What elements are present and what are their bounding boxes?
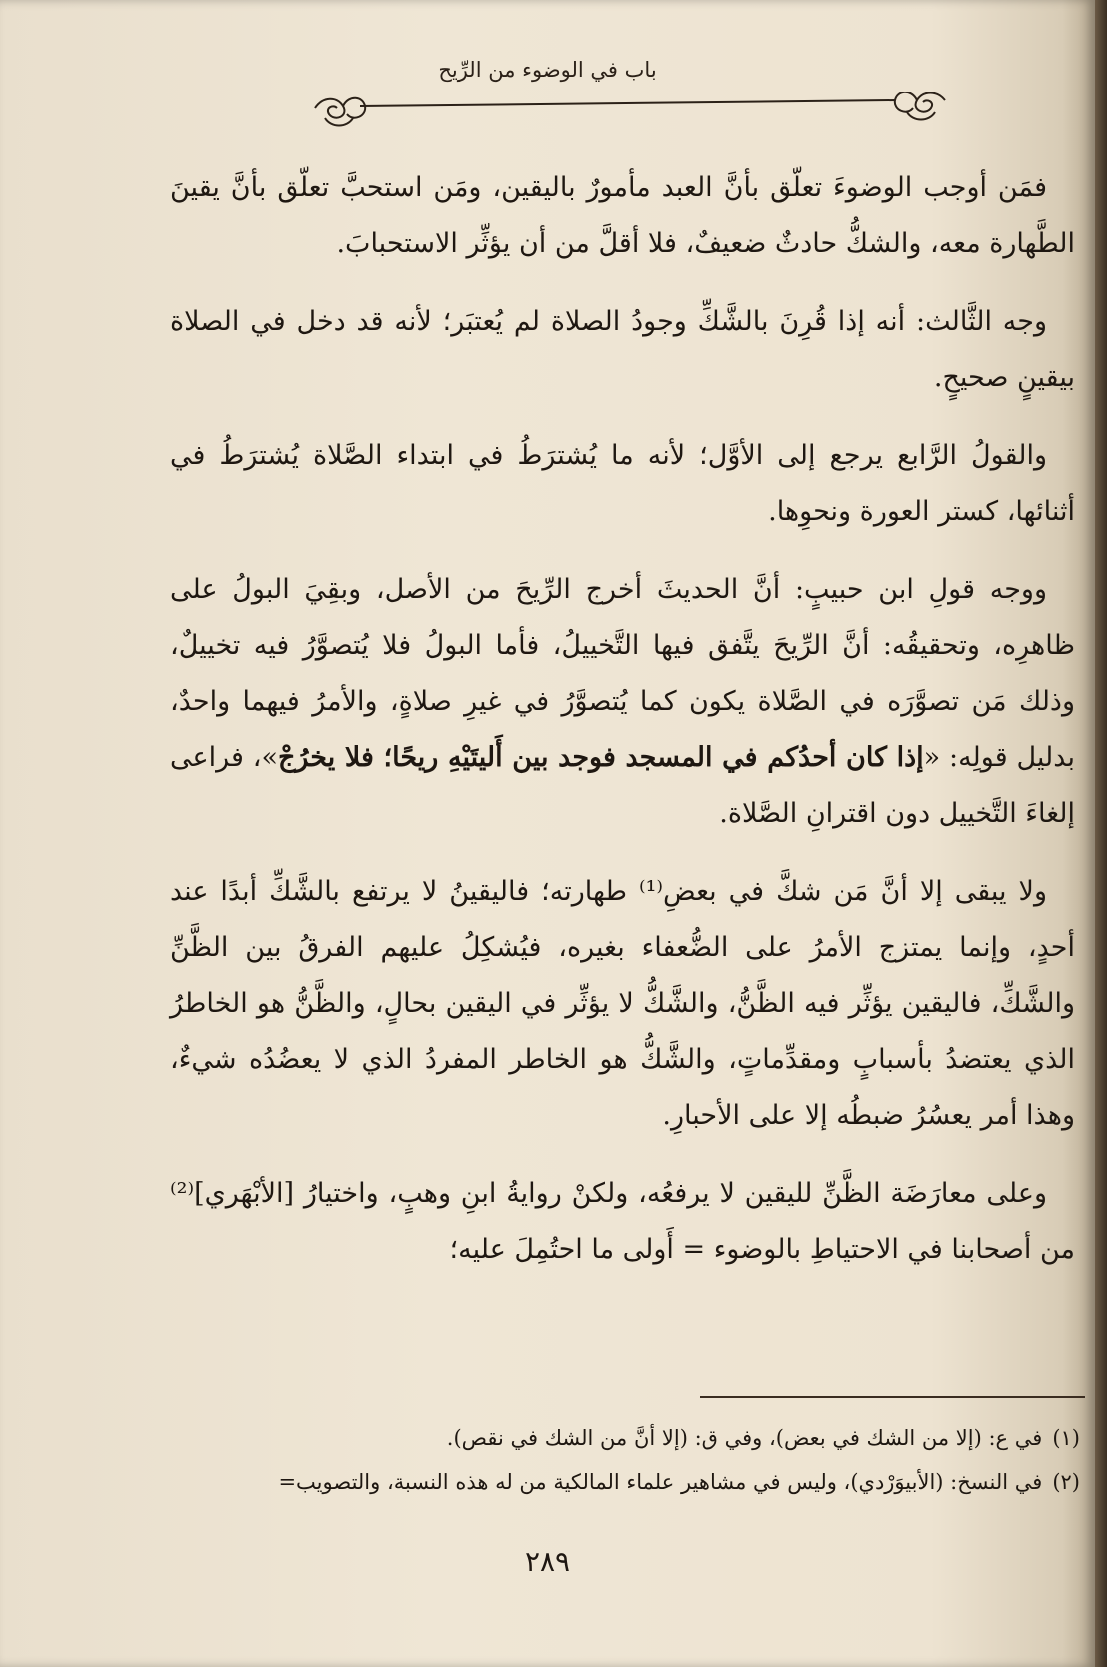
running-head: باب في الوضوء من الرِّيح — [438, 58, 657, 82]
page-number: ٢٨٩ — [524, 1545, 571, 1578]
paragraph-5: ولا يبقى إلا أنَّ مَن شكَّ في بعضِ⁽¹⁾ طهارته؛ فاليقينُ لا يرتفع بالشَّكِّ أبدًا عند أحدٍ، وإنما يمتزج الأمرُ على الضُّعفاء بغيره، فيُشكِلُ عليهم الفرقُ بين الظَّنِّ والشَّكِّ، فاليقين يؤثِّر فيه الظَّنُّ، والشَّكُّ لا يؤثِّر في اليقين بحالٍ، والظَّنُّ هو الخاطرُ الذي يعتضدُ بأسبابٍ ومقدِّماتٍ، والشَّكُّ هو الخاطر المفردُ الذي لا يعضُدُه شيءٌ، وهذا أمر يعسُرُ ضبطُه إلا على الأحبارِ. — [170, 876, 1075, 1131]
ornamental-rule-icon — [305, 92, 955, 132]
footnotes — [240, 1416, 1080, 1504]
footnote-divider — [700, 1396, 1085, 1398]
footnote-number: (١) — [1052, 1426, 1080, 1450]
footnote-text: في النسخ: (الأبيوَرْدي)، وليس في مشاهير علماء المالكية من له هذه النسبة، والتصويب= — [278, 1470, 1043, 1494]
paragraph-2: وجه الثَّالث: أنه إذا قُرِنَ بالشَّكِّ وجودُ الصلاة لم يُعتبَر؛ لأنه قد دخل في الصلاة بيقينٍ صحيحٍ. — [170, 306, 1075, 393]
paragraph-3: والقولُ الرَّابع يرجع إلى الأوَّل؛ لأنه ما يُشترَطُ في ابتداء الصَّلاة يُشترَطُ في أثنائها، كستر العورة ونحوِها. — [170, 440, 1075, 527]
footnote-text: في ع: (إلا من الشك في بعض)، وفي ق: (إلا أنَّ من الشك في نقص). — [446, 1426, 1043, 1450]
hadith-outro: »، فراعى إلغاءَ التَّخييل دون اقترانِ الصَّلاة. — [170, 742, 1075, 829]
paragraph-1: فمَن أوجب الوضوءَ تعلّق بأنَّ العبد مأمورٌ باليقين، ومَن استحبَّ تعلّق بأنَّ يقينَ الطَّهارة معه، والشكُّ حادثٌ ضعيفٌ، فلا أقلَّ من أن يؤثِّر الاستحبابَ. — [170, 172, 1075, 259]
footnote-2 — [240, 1460, 1080, 1504]
paragraph-6: وعلى معارَضَة الظَّنِّ لليقين لا يرفعُه، ولكنْ روايةُ ابنِ وهبٍ، واختيارُ [الأبْهَري]⁽²⁾ من أصحابنا في الاحتياطِ بالوضوء = أَولى ما احتُمِلَ عليه؛ — [170, 1178, 1075, 1265]
hadith-quote: إذا كان أحدُكم في المسجد فوجد بين أَليتَيْهِ ريحًا؛ فلا يخرُجْ — [277, 742, 924, 773]
footnote-number: (٢) — [1052, 1470, 1080, 1494]
paragraph-hadith — [170, 562, 1075, 842]
hadith-intro: ووجه قولِ ابن حبيبٍ: أنَّ الحديثَ أخرج الرِّيحَ من الأصل، وبقِيَ البولُ على ظاهرِه، وتحقيقُه: أنَّ الرِّيحَ يتَّفق فيها التَّخييلُ، فأما البولُ فلا يُتصوَّرُ فيه تخييلٌ، وذلك مَن تصوَّرَه في الصَّلاة يكون كما يُتصوَّرُ في غيرِ صلاةٍ، والأمرُ فيهما واحدٌ، بدليل قولِه: « — [170, 574, 1075, 773]
footnote-1 — [240, 1416, 1080, 1460]
book-binding-edge — [1095, 0, 1107, 1667]
main-text — [170, 160, 1075, 1300]
